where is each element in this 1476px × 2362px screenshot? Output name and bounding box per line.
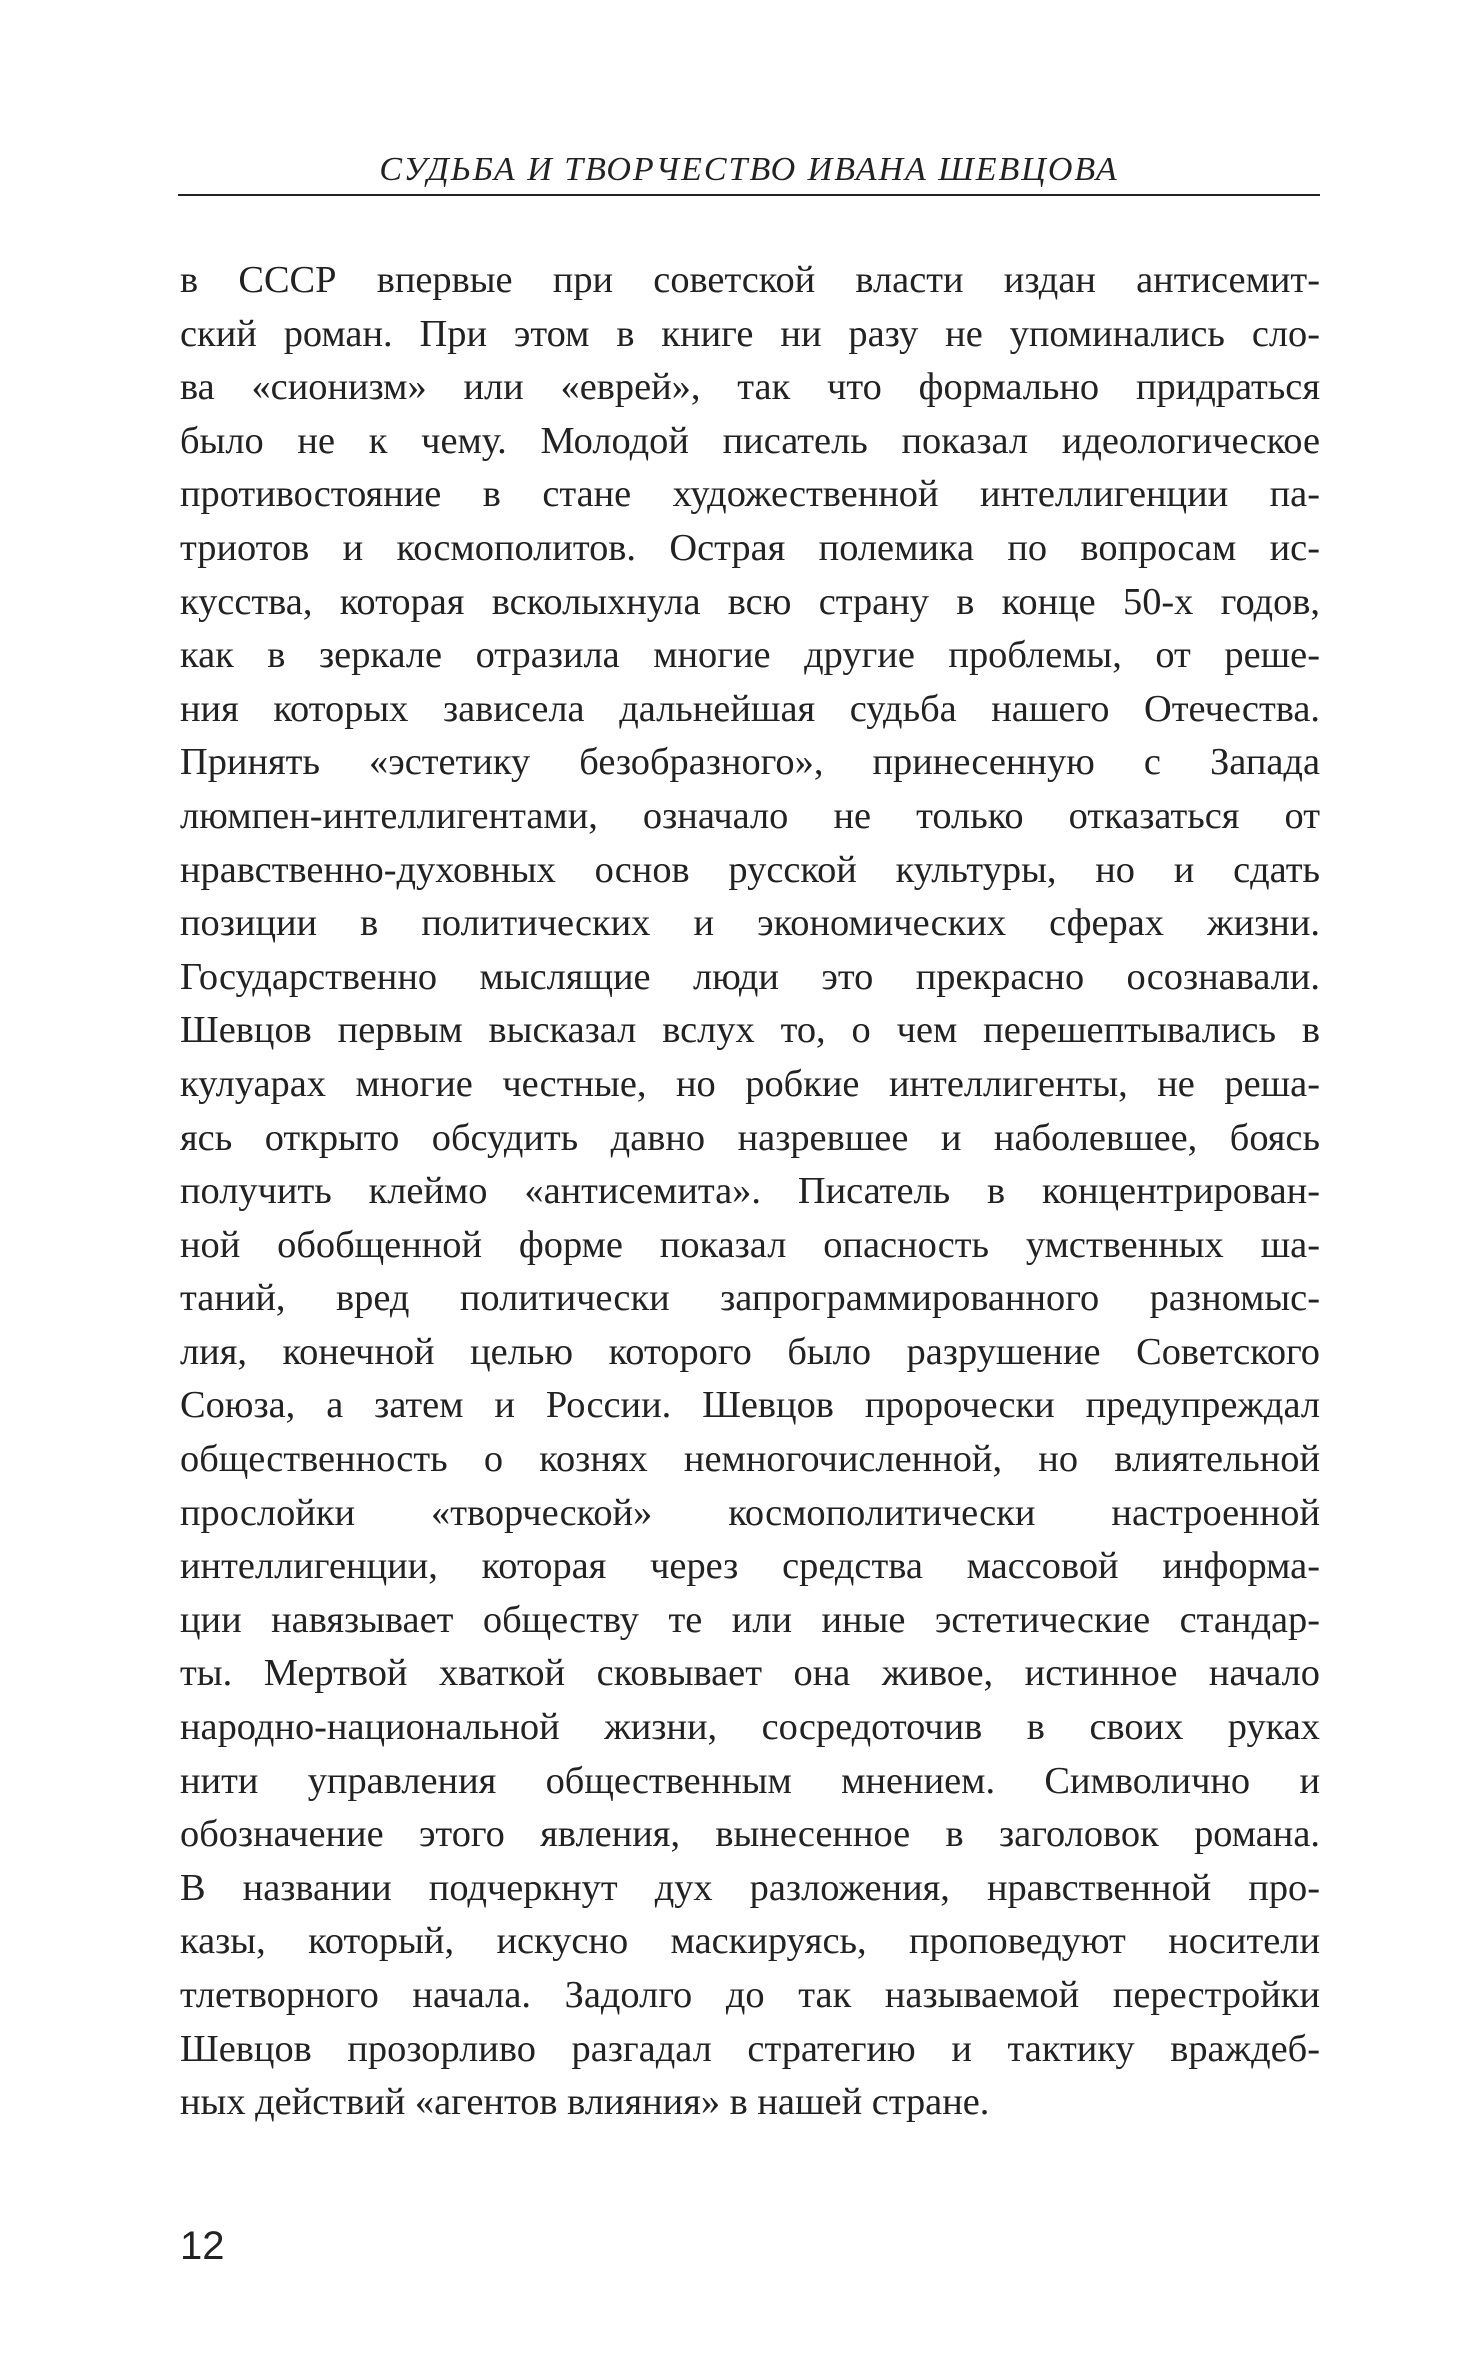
- text-line: ты. Мертвой хваткой сковывает она живое, истинное начало: [180, 1652, 1320, 1695]
- text-line: ясь открыто обсудить давно назревшее и наболевшее, боясь: [180, 1116, 1320, 1159]
- text-line: противостояние в стане художественной интеллигенции па-: [180, 473, 1320, 516]
- text-line: лия, конечной целью которого было разрушение Советского: [180, 1330, 1320, 1373]
- text-line: нити управления общественным мнением. Символично и: [180, 1759, 1320, 1802]
- text-line: прослойки «творческой» космополитически настроенной: [180, 1491, 1320, 1534]
- text-line: Шевцов первым высказал вслух то, о чем перешептывались в: [180, 1009, 1320, 1052]
- header-rule: [178, 194, 1320, 196]
- text-line: ных действий «агентов влияния» в нашей стране.: [180, 2081, 990, 2124]
- text-line: позиции в политических и экономических сферах жизни.: [180, 902, 1320, 945]
- text-line: ния которых зависела дальнейшая судьба нашего Отечества.: [180, 687, 1320, 730]
- text-line: ной обобщенной форме показал опасность умственных ша-: [180, 1223, 1320, 1266]
- text-line: в СССР впервые при советской власти издан антисемит-: [180, 259, 1320, 301]
- text-line: триотов и космополитов. Острая полемика по вопросам ис-: [180, 526, 1320, 569]
- text-line: В названии подчеркнут дух разложения, нравственной про-: [180, 1866, 1320, 1909]
- text-line: было не к чему. Молодой писатель показал идеологическое: [180, 419, 1320, 462]
- text-line: нравственно-духовных основ русской культуры, но и сдать: [180, 848, 1320, 891]
- text-line: интеллигенции, которая через средства массовой информа-: [180, 1545, 1320, 1588]
- text-line: Шевцов прозорливо разгадал стратегию и тактику враждеб-: [180, 2027, 1320, 2070]
- text-line: получить клеймо «антисемита». Писатель в концентрирован-: [180, 1170, 1320, 1213]
- body-text: [180, 254, 1320, 2130]
- text-line: тлетворного начала. Задолго до так называемой перестройки: [180, 1974, 1320, 2016]
- text-line: люмпен-интеллигентами, означало не только отказаться от: [180, 794, 1320, 837]
- text-line: ва «сионизм» или «еврей», так что формально придраться: [180, 366, 1320, 409]
- text-line: казы, который, искусно маскируясь, проповедуют носители: [180, 1920, 1320, 1963]
- text-line: Союза, а затем и России. Шевцов пророчески предупреждал: [180, 1384, 1320, 1427]
- text-line: кулуарах многие честные, но робкие интеллигенты, не реша-: [180, 1062, 1320, 1105]
- text-line: ский роман. При этом в книге ни разу не упоминались сло-: [180, 312, 1320, 355]
- text-line: как в зеркале отразила многие другие проблемы, от реше-: [180, 634, 1320, 677]
- text-line: общественность о кознях немногочисленной, но влиятельной: [180, 1438, 1320, 1481]
- text-line: Государственно мыслящие люди это прекрасно осознавали.: [180, 955, 1320, 998]
- text-line: таний, вред политически запрограммированного разномыс-: [180, 1277, 1320, 1320]
- text-line: Принять «эстетику безобразного», принесенную с Запада: [180, 741, 1320, 784]
- text-line: ции навязывает обществу те или иные эстетические стандар-: [180, 1598, 1320, 1641]
- running-header: СУДЬБА И ТВОРЧЕСТВО ИВАНА ШЕВЦОВА: [379, 151, 1119, 188]
- text-line: обозначение этого явления, вынесенное в заголовок романа.: [180, 1813, 1320, 1856]
- text-line: кусства, которая всколыхнула всю страну в конце 50-х годов,: [180, 580, 1320, 623]
- page-number: 12: [180, 2224, 225, 2268]
- text-line: народно-национальной жизни, сосредоточив в своих руках: [180, 1706, 1320, 1749]
